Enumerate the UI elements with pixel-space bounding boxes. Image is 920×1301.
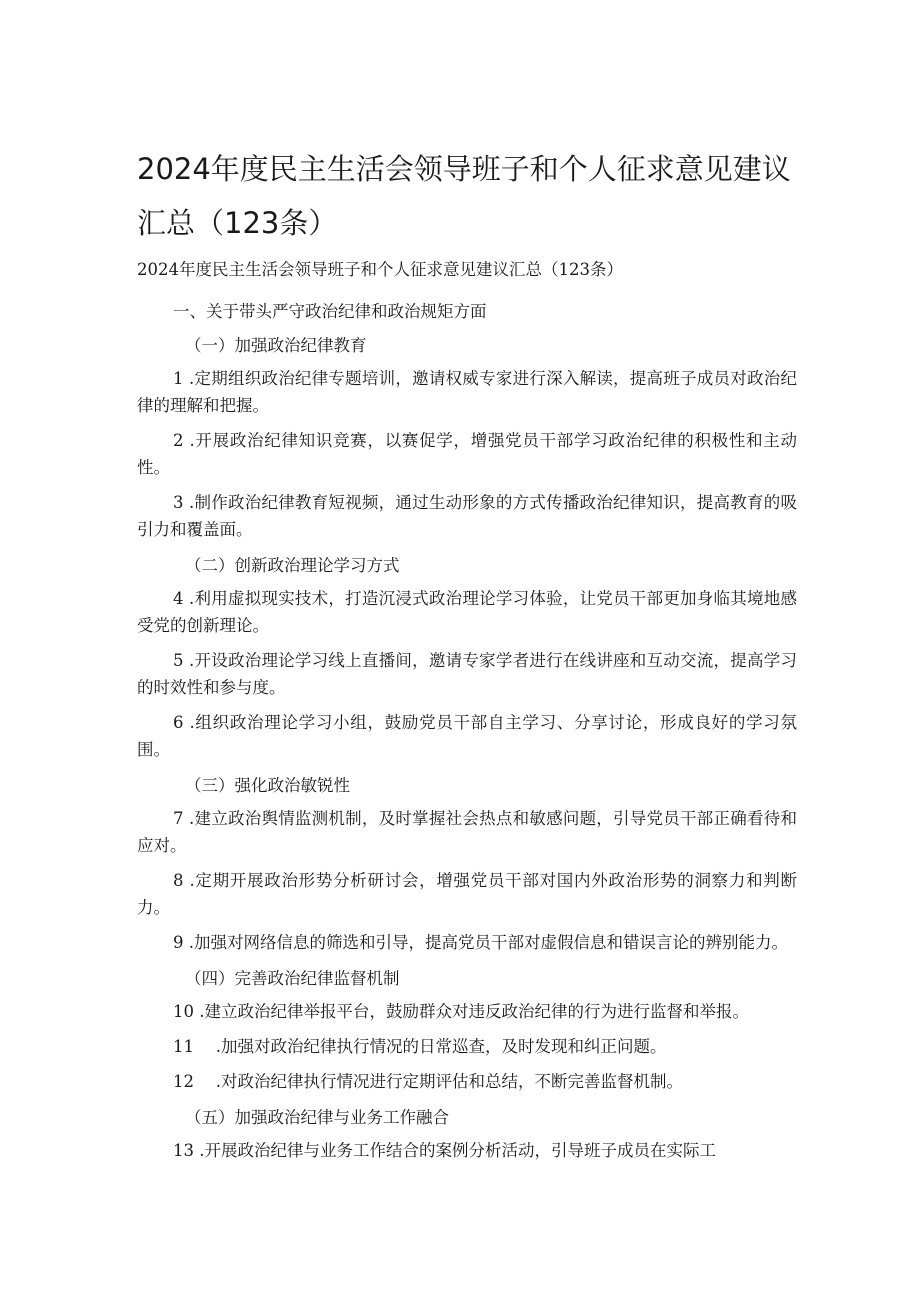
subsection-heading-4: （四）完善政治纪律监督机制 (185, 969, 400, 988)
subsection-heading-1: （一）加强政治纪律教育 (185, 336, 367, 355)
list-item-2: 2 .开展政治纪律知识竞赛，以赛促学，增强党员干部学习政治纪律的积极性和主动性。 (137, 431, 797, 477)
subsection-heading-2: （二）创新政治理论学习方式 (185, 556, 400, 575)
list-item-5: 5 .开设政治理论学习线上直播间，邀请专家学者进行在线讲座和互动交流，提高学习的时效性和参与度。 (137, 651, 797, 697)
list-item-10: 10 .建立政治纪律举报平台，鼓励群众对违反政治纪律的行为进行监督和举报。 (173, 1002, 749, 1021)
list-item-4: 4 .利用虚拟现实技术，打造沉浸式政治理论学习体验，让党员干部更加身临其境地感受党的创新理论。 (137, 589, 797, 635)
title-line-2: 汇总（123条） (137, 206, 338, 240)
section-heading-1: 一、关于带头严守政治纪律和政治规矩方面 (173, 302, 487, 321)
document-body (137, 255, 797, 1172)
subsection-heading-5: （五）加强政治纪律与业务工作融合 (185, 1108, 449, 1127)
list-item-11: 11 .加强对政治纪律执行情况的日常巡查，及时发现和纠正问题。 (173, 1037, 667, 1056)
document-title (137, 142, 797, 250)
list-item-6: 6 .组织政治理论学习小组，鼓励党员干部自主学习、分享讨论，形成良好的学习氛围。 (137, 713, 797, 759)
list-item-1: 1 .定期组织政治纪律专题培训，邀请权威专家进行深入解读，提高班子成员对政治纪律的理解和把握。 (137, 369, 797, 415)
lead-paragraph: 2024年度民主生活会领导班子和个人征求意见建议汇总（123条） (137, 260, 623, 279)
list-item-9: 9 .加强对网络信息的筛选和引导，提高党员干部对虚假信息和错误言论的辨别能力。 (173, 933, 788, 952)
list-item-12: 12 .对政治纪律执行情况进行定期评估和总结，不断完善监督机制。 (173, 1072, 683, 1091)
list-item-3: 3 .制作政治纪律教育短视频，通过生动形象的方式传播政治纪律知识，提高教育的吸引力和覆盖面。 (137, 493, 797, 539)
list-item-7: 7 .建立政治舆情监测机制，及时掌握社会热点和敏感问题，引导党员干部正确看待和应对。 (137, 809, 797, 855)
subsection-heading-3: （三）强化政治敏锐性 (185, 776, 350, 795)
title-line-1: 2024年度民主生活会领导班子和个人征求意见建议 (137, 152, 791, 186)
list-item-13: 13 .开展政治纪律与业务工作结合的案例分析活动，引导班子成员在实际工 (173, 1141, 716, 1160)
list-item-8: 8 .定期开展政治形势分析研讨会，增强党员干部对国内外政治形势的洞察力和判断力。 (137, 871, 797, 917)
